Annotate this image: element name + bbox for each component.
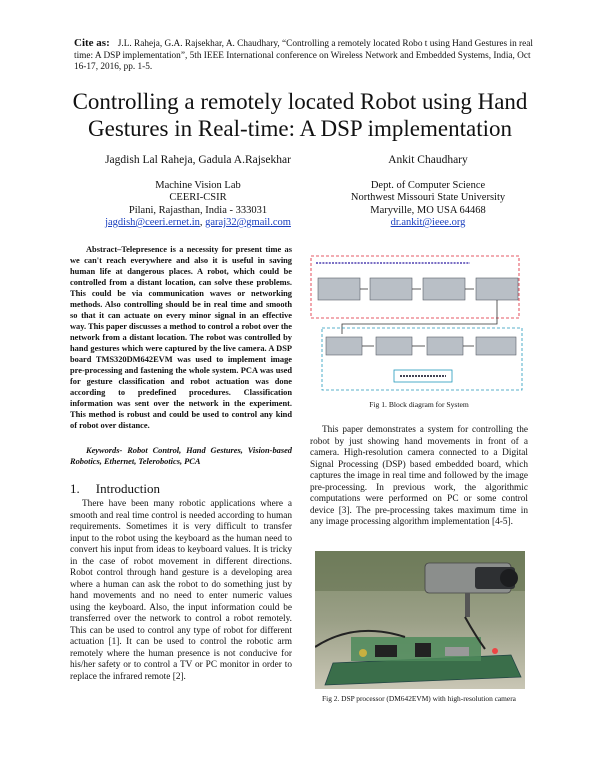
affiliation-line: CEERI-CSIR (169, 192, 227, 203)
body-paragraph: This paper demonstrates a system for controlling the robot by just showing hand movements in front of a camera. High-resolution camera connected to a Digital Signal Processing (DSP) based embedded board, which captures the image in real time and followed by the image pre-processing. In previous work, the algorithmic computations were performed on PC or some control device [3]. The pre-processing takes maximum time in any image processing algorithm implementation [4-5]. (310, 425, 528, 527)
diagram-block (376, 337, 412, 355)
diagram-arrow (342, 300, 497, 334)
citation (74, 38, 544, 74)
diagram-block (427, 337, 463, 355)
section-number: 1. (70, 481, 80, 496)
section-title: Introduction (95, 481, 161, 496)
affiliation-line: Dept. of Computer Science (370, 179, 486, 191)
author-block-right (318, 154, 538, 230)
diagram-block (318, 278, 360, 300)
photo-illustration (315, 551, 525, 689)
affiliation-line: Maryville, MO USA 64468 (370, 204, 486, 216)
email-link[interactable]: garaj32@gmail.com (205, 217, 291, 228)
citation-text: J.L. Raheja, G.A. Rajsekhar, A. Chaudhary, “Controlling a remotely located Robo t using Hand Gestures in real time: A DSP implementation”, 5th IEEE International conference on Wireless Network and Embedded Systems, India, Oct 16-17, 2016, pp. 1-5. (74, 39, 533, 72)
diagram-block (423, 278, 465, 300)
affiliation-line: Machine Vision Lab (155, 179, 241, 191)
author-names-left: Jagdish Lal Raheja, Gadula A.Rajsekhar (105, 154, 291, 166)
figure-1-caption: Fig 1. Block diagram for System (369, 400, 469, 409)
author-names-right: Ankit Chaudhary (388, 154, 468, 166)
diagram-block (476, 337, 516, 355)
intro-paragraph: There have been many robotic applications where a smooth and real time control is needed according to human requirements. Sometimes it is very difficult to transfer input to the robot using the keyboard as the human need to convert his input from ideas to keyboard values. It is tricky in the case of robot movement in different directions. Robot control through hand gesture is a developing area where a human can ask the robot to do something just by hand movements and no need to enter numeric values using the keyboard. Also, the input information could be transferred over the network to control a robot remotely. This can be used to control any type of robot for different actuation [1]. It can be used to control the robotic arm remotely where the human presence is not conducive for his/her safety or to control a TV or PC monitor in order to replace the infrared remote [2]. (70, 499, 292, 682)
section-heading (70, 481, 292, 497)
diagram-block (326, 337, 362, 355)
affiliation-line: Northwest Missouri State University (350, 192, 506, 203)
diagram-block (370, 278, 412, 300)
left-column (70, 244, 292, 683)
email-link[interactable]: dr.ankit@ieee.org (390, 217, 466, 228)
author-block-left (88, 154, 308, 230)
affiliation-line: Pilani, Rajasthan, India - 333031 (128, 204, 268, 216)
email-link[interactable]: jagdish@ceeri.ernet.in (105, 217, 200, 228)
paper-title: Controlling a remotely located Robot using Hand Gestures in Real-time: A DSP implementation (72, 89, 528, 141)
citation-label: Cite as: (74, 37, 110, 49)
keywords: Keywords- Robot Control, Hand Gestures, Vision-based Robotics, Ethernet, Telerobotics, PCA (70, 446, 292, 466)
abstract: Abstract–Telepresence is a necessity for present time as we can't reach everywhere and also it is useful in saving human life at dangerous places. A robot, which could be controlled from a distant location, can solve these problems. This could be via communication waves or networking methods. Also controlling should be in real time and smooth so that it can actuate on every minor signal in an effective way. This paper discusses a method to control a robot over the network from a distant location. The robot was controlled by hand gestures which were captured by the live camera. A DSP board TMS320DM642EVM was used to implement image pre-processing and fastening the whole system. PCA was used for gesture classification and robot actuation was done according to predefined procedures. Classification information was sent over the network in the experiment. This method is robust and could be used to control any kind of robot over distance. (70, 245, 292, 430)
figure-2-caption: Fig 2. DSP processor (DM642EVM) with high-resolution camera (322, 693, 516, 703)
email-separator: , (199, 217, 206, 228)
right-column (310, 244, 528, 703)
block-diagram-figure (310, 254, 528, 394)
block-diagram (310, 254, 528, 394)
dsp-board-photo (315, 551, 525, 689)
diagram-block (476, 278, 518, 300)
